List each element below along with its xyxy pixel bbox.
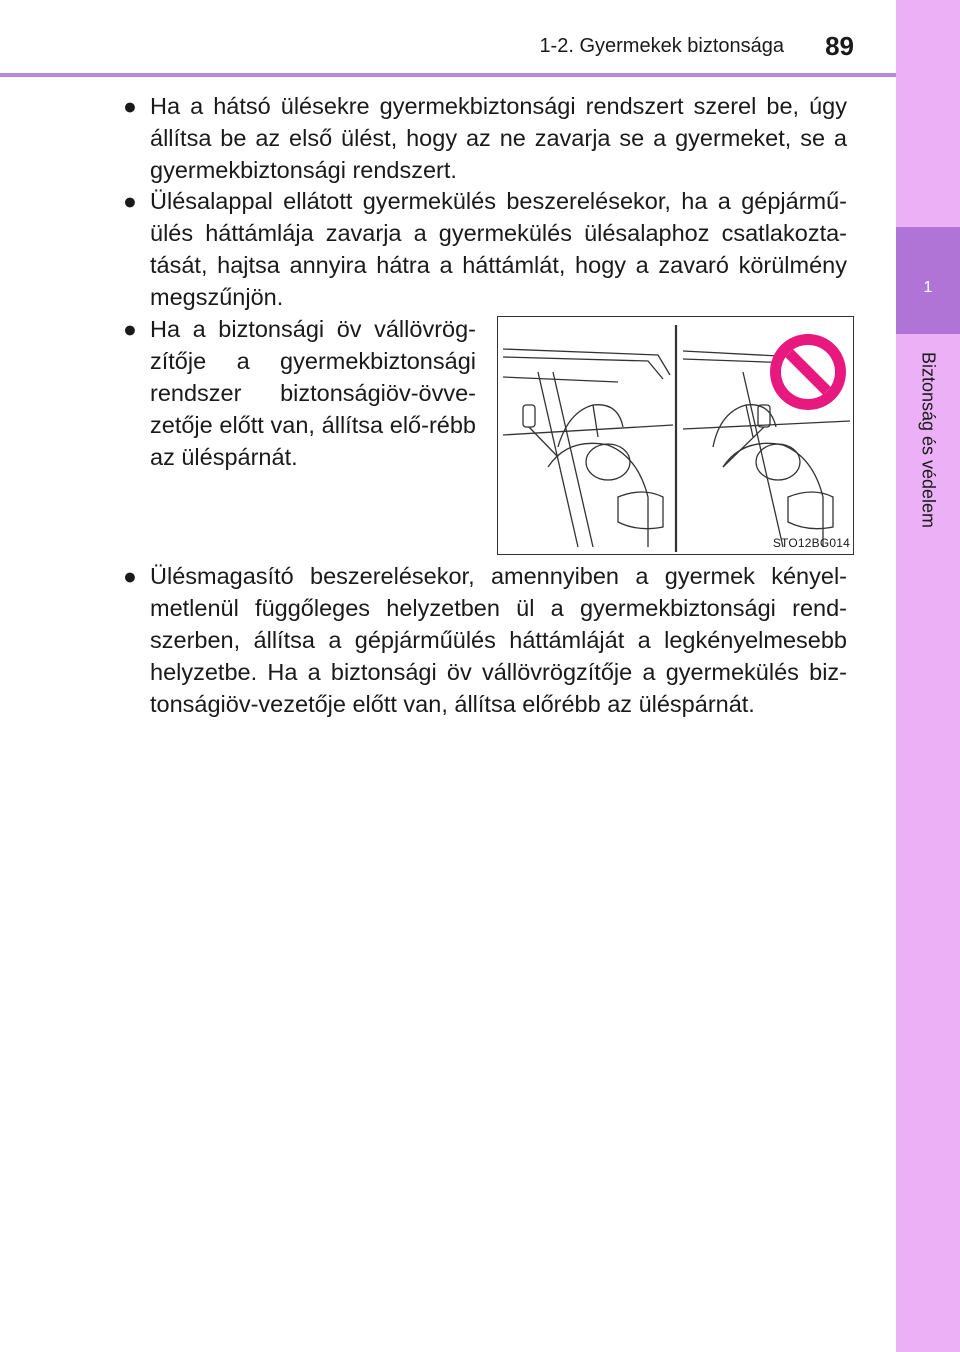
chapter-title: Biztonság és védelem (918, 351, 939, 529)
section-title: 1-2. Gyermekek biztonsága (539, 35, 784, 57)
bullet-marker: ● (123, 316, 137, 342)
bullet-item (123, 90, 847, 186)
header-divider (0, 73, 896, 77)
bullet-text: Ha a hátsó ülésekre gyermekbiztonsági rendszert szerel be, úgy állítsa be az első ülést, hogy az ne zavarja se a gyermeket, se a gyermekbiztonsági rendszert. (150, 93, 847, 183)
bullet-text: Ülésalappal ellátott gyermekülés beszerelésekor, ha a gépjármű-ülés háttámlája zavarja a gyermekülés ülésalaphoz csatlakozta-tását, hajtsa annyira hátra a háttámlát, hogy a zavaró körülmény megszűnjön. (150, 188, 847, 310)
bullet-item (123, 560, 847, 720)
chapter-tab (896, 227, 960, 334)
bullet-marker: ● (123, 93, 137, 119)
bullet-marker: ● (123, 188, 137, 214)
figure-code: STO12BG014 (772, 536, 850, 550)
chapter-sidebar (896, 0, 960, 1352)
bullet-marker: ● (123, 563, 137, 589)
chapter-number: 1 (923, 279, 933, 296)
bullet-text: Ülésmagasító beszerelésekor, amennyiben a gyermek kényel-metlenül függőleges helyzetben ül a gyermekbiztonsági rend-szerben, állítsa a gépjárműülés háttámláját a legkényelmesebb helyzetbe. Ha a biztonsági öv vállövrögzítője a gyermekülés biz-tonságiöv-vezetője előtt van, állítsa előrébb az üléspárnát. (150, 563, 847, 717)
bullet-text: Ha a biztonsági öv vállövrög-zítője a gyermekbiztonsági rendszer biztonságiöv-övve-zetője előtt van, állítsa elő-rébb az üléspárnát. (150, 316, 476, 470)
prohibition-icon (770, 334, 846, 410)
figure-child-seat (497, 316, 854, 555)
bullet-item (123, 313, 476, 473)
child-seat-illustration (498, 317, 853, 554)
page-number: 89 (825, 31, 854, 61)
bullet-item (123, 185, 847, 313)
page-header (0, 0, 896, 76)
